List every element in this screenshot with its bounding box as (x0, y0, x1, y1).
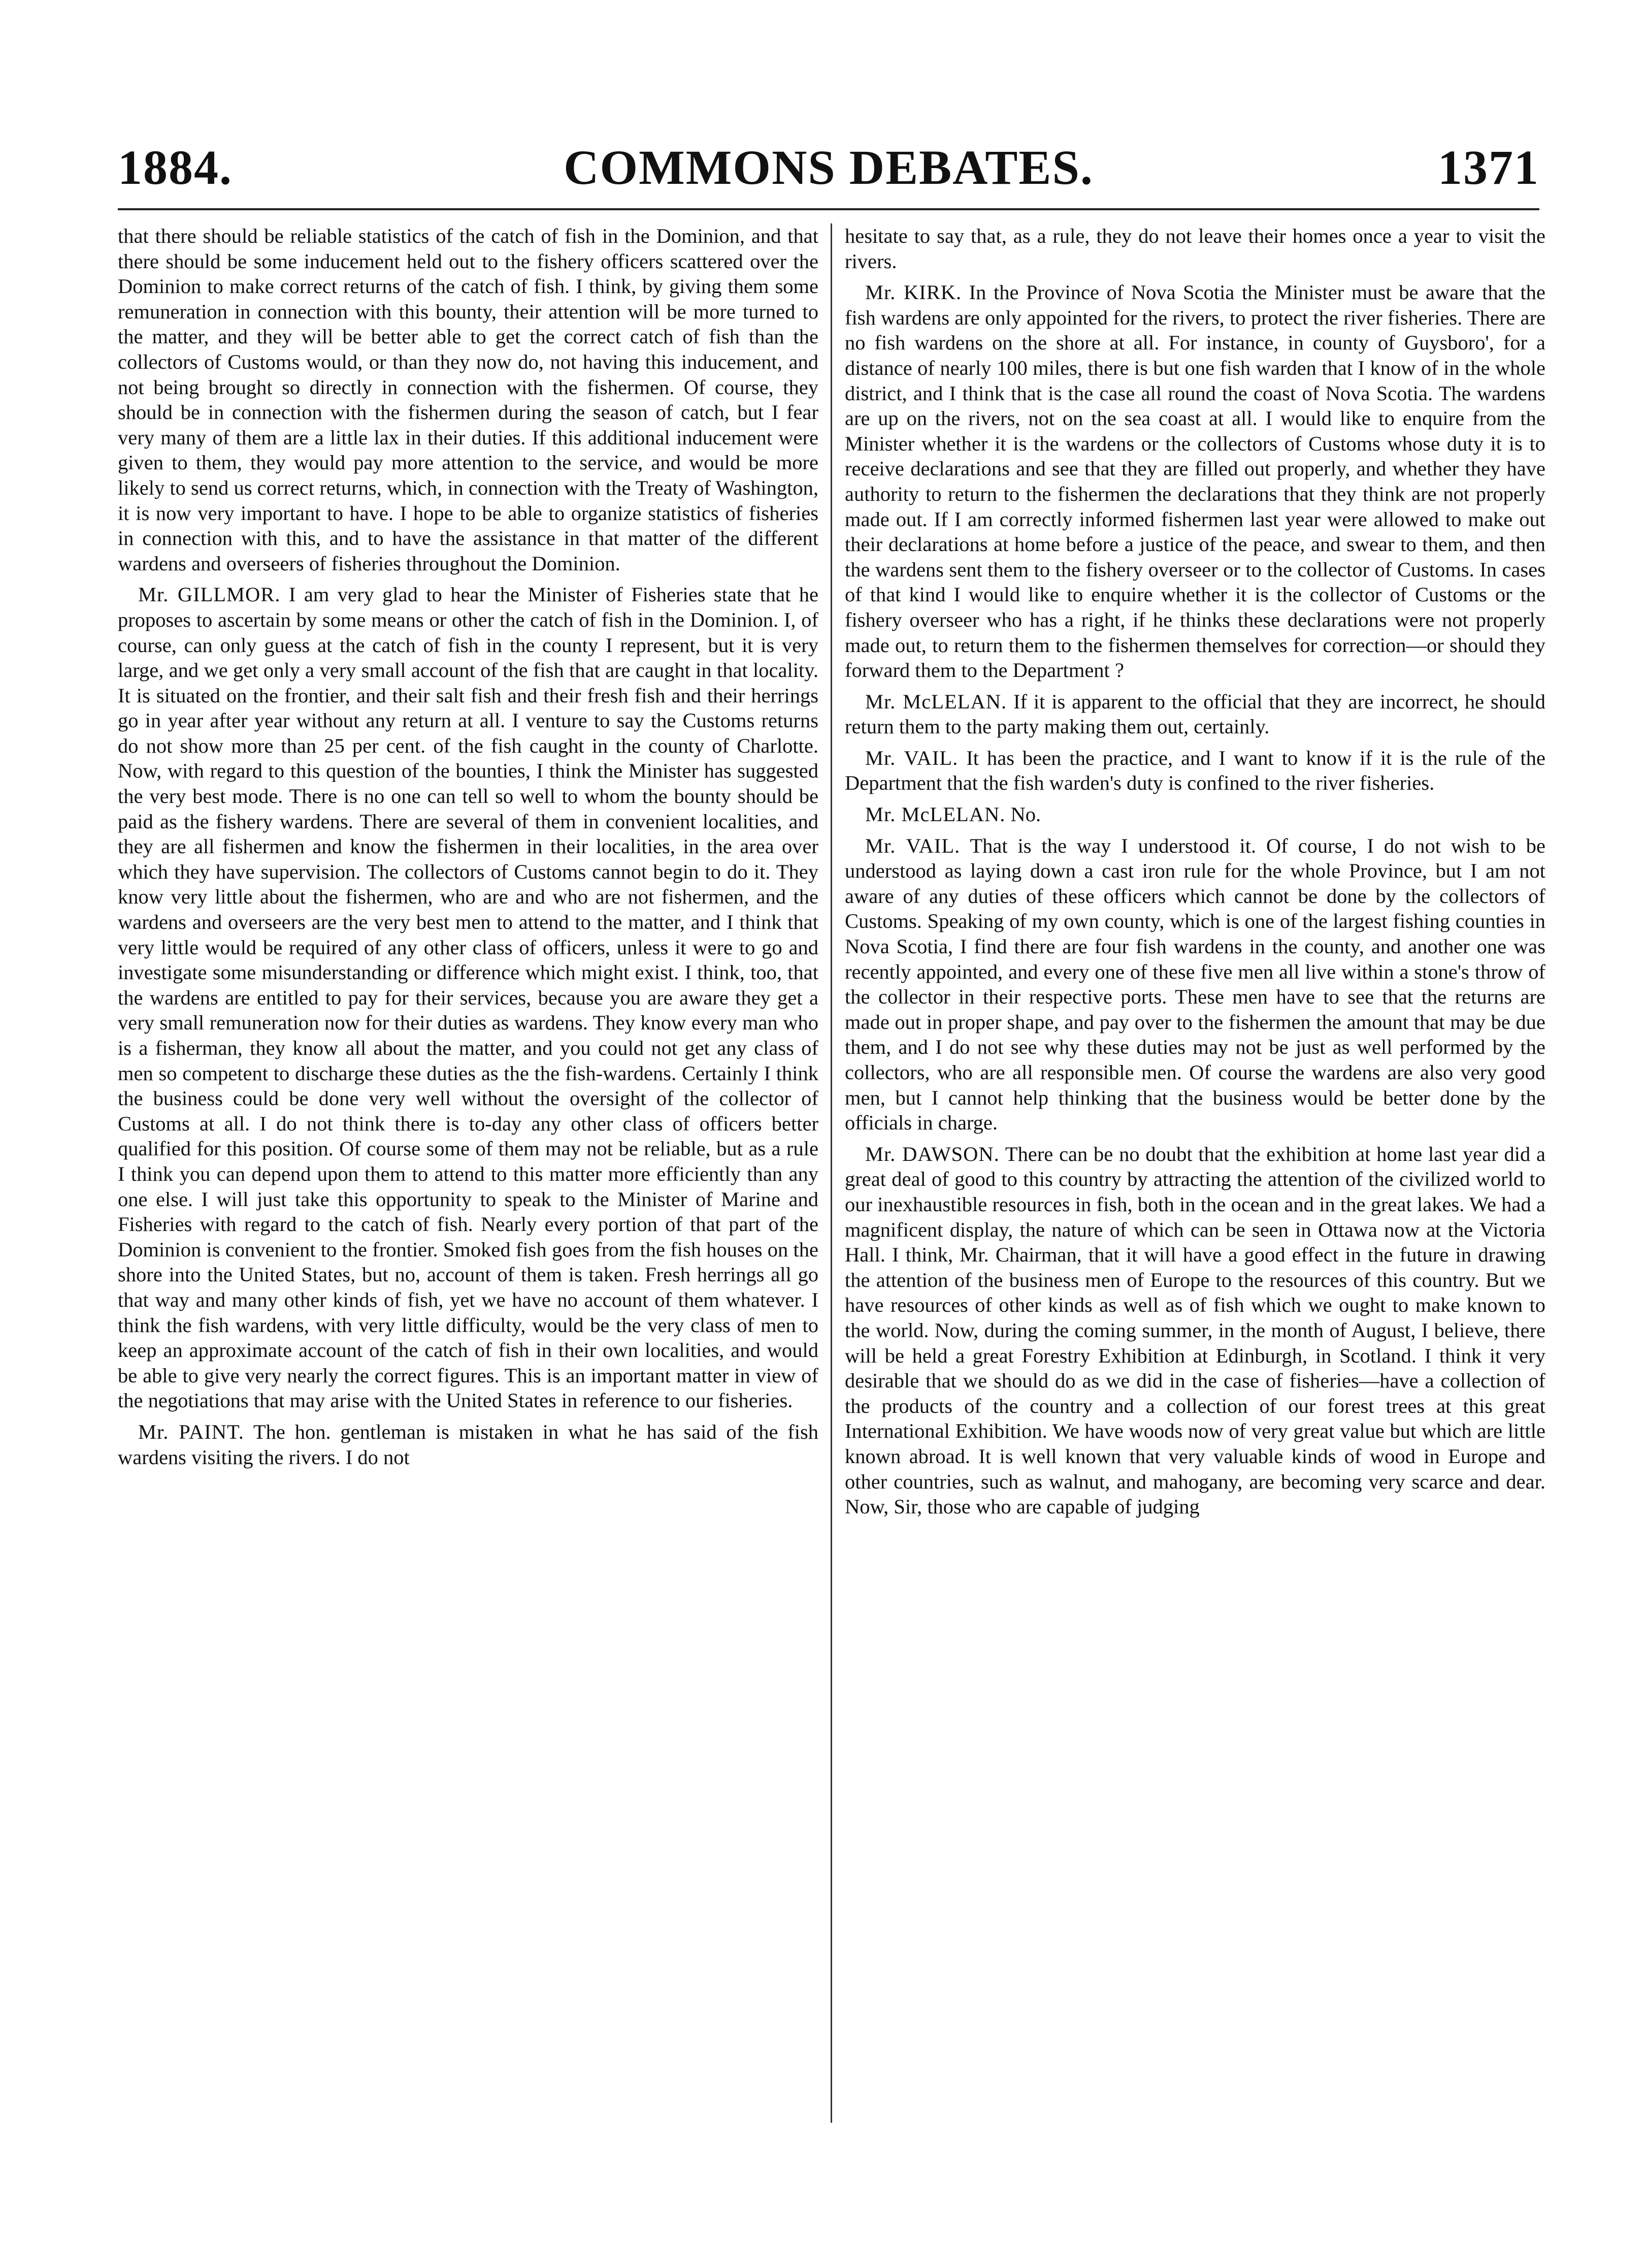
paragraph (845, 746, 1545, 796)
speaker-name: Mr. DAWSON. (865, 1142, 1000, 1165)
paragraph (845, 833, 1545, 1136)
speaker-name: Mr. KIRK. (865, 281, 962, 304)
speech-text: The hon. gentleman is mistaken in what he has said of the fish wardens visiting the rivers. I do not (118, 1420, 818, 1469)
speech-text: No. (1010, 803, 1041, 826)
speaker-name: Mr. McLELAN. (865, 690, 1007, 713)
speech-text: hesitate to say that, as a rule, they do not leave their homes once a year to visit the rivers. (845, 224, 1545, 273)
publication-title: COMMONS DEBATES. (564, 140, 1094, 195)
speech-text: It has been the practice, and I want to know if it is the rule of the Department that the fish warden's duty is confined to the river fisheries. (845, 746, 1545, 795)
speech-text: that there should be reliable statistics of the catch of fish in the Dominion, and that there should be some inducement held out to the fishery officers scattered over the Dominion to make correct returns of the catch of fish. I think, by giving them some remuneration in connection with this bounty, their attention will be more turned to the matter, and they will be better able to get the correct catch of fish than the collectors of Customs would, or than they now do, not having this inducement, and not being brought so directly in connection with the fishermen. Of course, they should be in connection with the fishermen during the season of catch, but I fear very many of them are a little lax in their duties. If this additional inducement were given to them, they would pay more attention to the service, and would be more likely to send us correct returns, which, in connection with the Treaty of Washington, it is now very important to have. I hope to be able to organize statistics of fisheries in connection with this, and to have the assistance in that matter of the different wardens and overseers of fisheries throughout the Dominion. (118, 224, 818, 575)
column-divider (831, 223, 832, 2123)
speaker-name: Mr. PAINT. (138, 1420, 244, 1443)
right-column (845, 223, 1545, 2123)
header-year: 1884. (118, 140, 233, 195)
speech-text: If it is apparent to the official that they are incorrect, he should return them to the party making them out, certainly. (845, 690, 1545, 738)
paragraph (845, 280, 1545, 683)
left-column (118, 223, 818, 2123)
paragraph (845, 802, 1545, 827)
paragraph (845, 689, 1545, 739)
speech-text: I am very glad to hear the Minister of Fisheries state that he proposes to ascertain by some means or other the catch of fish in the Dominion. I, of course, can only guess at the catch of fish in the county I represent, but it is very large, and we get only a very small account of the fish that are caught in that locality. It is situated on the frontier, and their salt fish and their fresh fish and their herrings go in year after year without any return at all. I venture to say the Customs returns do not show more than 25 per cent. of the fish caught in the county of Charlotte. Now, with regard to this question of the bounties, I think the Minister has suggested the very best mode. There is no one can tell so well to whom the bounty should be paid as the fishery wardens. There are several of them in convenient localities, and they are all fishermen and know the fishermen in their localities, in the area over which they have supervision. The collectors of Customs cannot begin to do it. They know very little about the fishermen, who are and who are not fishermen, and the wardens and overseers are the very best men to attend to the matter, and I think that very little would be required of any other class of officers, unless it were to go and investigate some misunderstanding or difference which might exist. I think, too, that the wardens are entitled to pay for their services, because you are aware they get a very small remuneration now for their duties as wardens. They know every man who is a fisherman, they know all about the matter, and you could not get any class of men so competent to discharge these duties as the the fish-wardens. Certainly I think the business could be done very well without the oversight of the collector of Customs at all. I do not think there is to-day any other class of officers better qualified for this position. Of course some of them may not be reliable, but as a rule I think you can depend upon them to attend to this matter more efficiently than any one else. I will just take this opportunity to speak to the Minister of Marine and Fisheries with regard to the catch of fish. Nearly every portion of that part of the Dominion is convenient to the frontier. Smoked fish goes from the fish houses on the shore into the United States, but no, account of them is taken. Fresh herrings all go that way and many other kinds of fish, yet we have no account of them whatever. I think the fish wardens, with very little difficulty, would be the very class of men to keep an approximate account of the catch of fish in their own localities, and would be able to give very nearly the correct figures. This is an important matter in view of the negotiations that may arise with the United States in reference to our fisheries. (118, 583, 818, 1412)
paragraph (845, 1142, 1545, 1519)
speech-text: That is the way I understood it. Of course, I do not wish to be understood as laying down a cast iron rule for the whole Province, but I am not aware of any duties of these officers which cannot be done by the collectors of Customs. Speaking of my own county, which is one of the largest fishing counties in Nova Scotia, I find there are four fish wardens in the county, and another one was recently appointed, and every one of these five men all live within a stone's throw of the collector in their respective ports. These men have to see that the returns are made out in proper shape, and pay over to the fishermen the amount that may be due them, and I do not see why these duties may not be just as well performed by the collectors, who are all responsible men. Of course the wardens are also very good men, but I cannot help thinking that the business would be better done by the officials in charge. (845, 834, 1545, 1135)
paragraph (118, 1419, 818, 1470)
speaker-name: Mr. GILLMOR. (138, 583, 281, 606)
page-number: 1371 (1438, 140, 1539, 195)
speaker-name: Mr. VAIL. (865, 746, 959, 769)
page-header (118, 137, 1539, 198)
speech-text: In the Province of Nova Scotia the Minister must be aware that the fish wardens are only appointed for the rivers, to protect the river fisheries. There are no fish wardens on the shore at all. For instance, in county of Guysboro', for a distance of nearly 100 miles, there is but one fish warden that I know of in the whole district, and I think that is the case all round the coast of Nova Scotia. The wardens are up on the rivers, not on the sea coast at all. I would like to enquire from the Minister whether it is the wardens or the collectors of Customs whose duty it is to receive declarations and see that they are filled out properly, and whether they have authority to return to the fishermen the declarations that they think are not properly made out. If I am correctly informed fishermen last year were allowed to make out their declarations at home before a justice of the peace, and swear to them, and then the wardens sent them to the fishery overseer or to the collector of Customs. In cases of that kind I would like to enquire whether it is the collector of Customs or the fishery overseer who has a right, if he thinks these declarations were not properly made out, to return them to the fishermen themselves for correction—or should they forward them to the Department ? (845, 281, 1545, 682)
paragraph (118, 223, 818, 576)
paragraph (118, 582, 818, 1413)
paragraph (845, 223, 1545, 274)
speaker-name: Mr. McLELAN. (865, 803, 1006, 826)
speaker-name: Mr. VAIL. (865, 834, 961, 857)
header-rule (118, 208, 1539, 210)
speech-text: There can be no doubt that the exhibition at home last year did a great deal of good to this country by attracting the attention of the civilized world to our inexhaustible resources in fish, both in the ocean and in the great lakes. We had a magnificent display, the nature of which can be seen in Ottawa now at the Victoria Hall. I think, Mr. Chairman, that it will have a good effect in the future in drawing the attention of the business men of Europe to the resources of this country. But we have resources of other kinds as well as of fish which we ought to make known to the world. Now, during the coming summer, in the month of August, I believe, there will be held a great Forestry Exhibition at Edinburgh, in Scotland. I think it very desirable that we should do as we did in the case of fisheries—have a collection of the products of the country and a collection of our forest trees at this great International Exhibition. We have woods now of very great value but which are little known abroad. It is well known that very valuable kinds of wood in Europe and other countries, such as walnut, and mahogany, are becoming very scarce and dear. Now, Sir, those who are capable of judging (845, 1142, 1545, 1518)
